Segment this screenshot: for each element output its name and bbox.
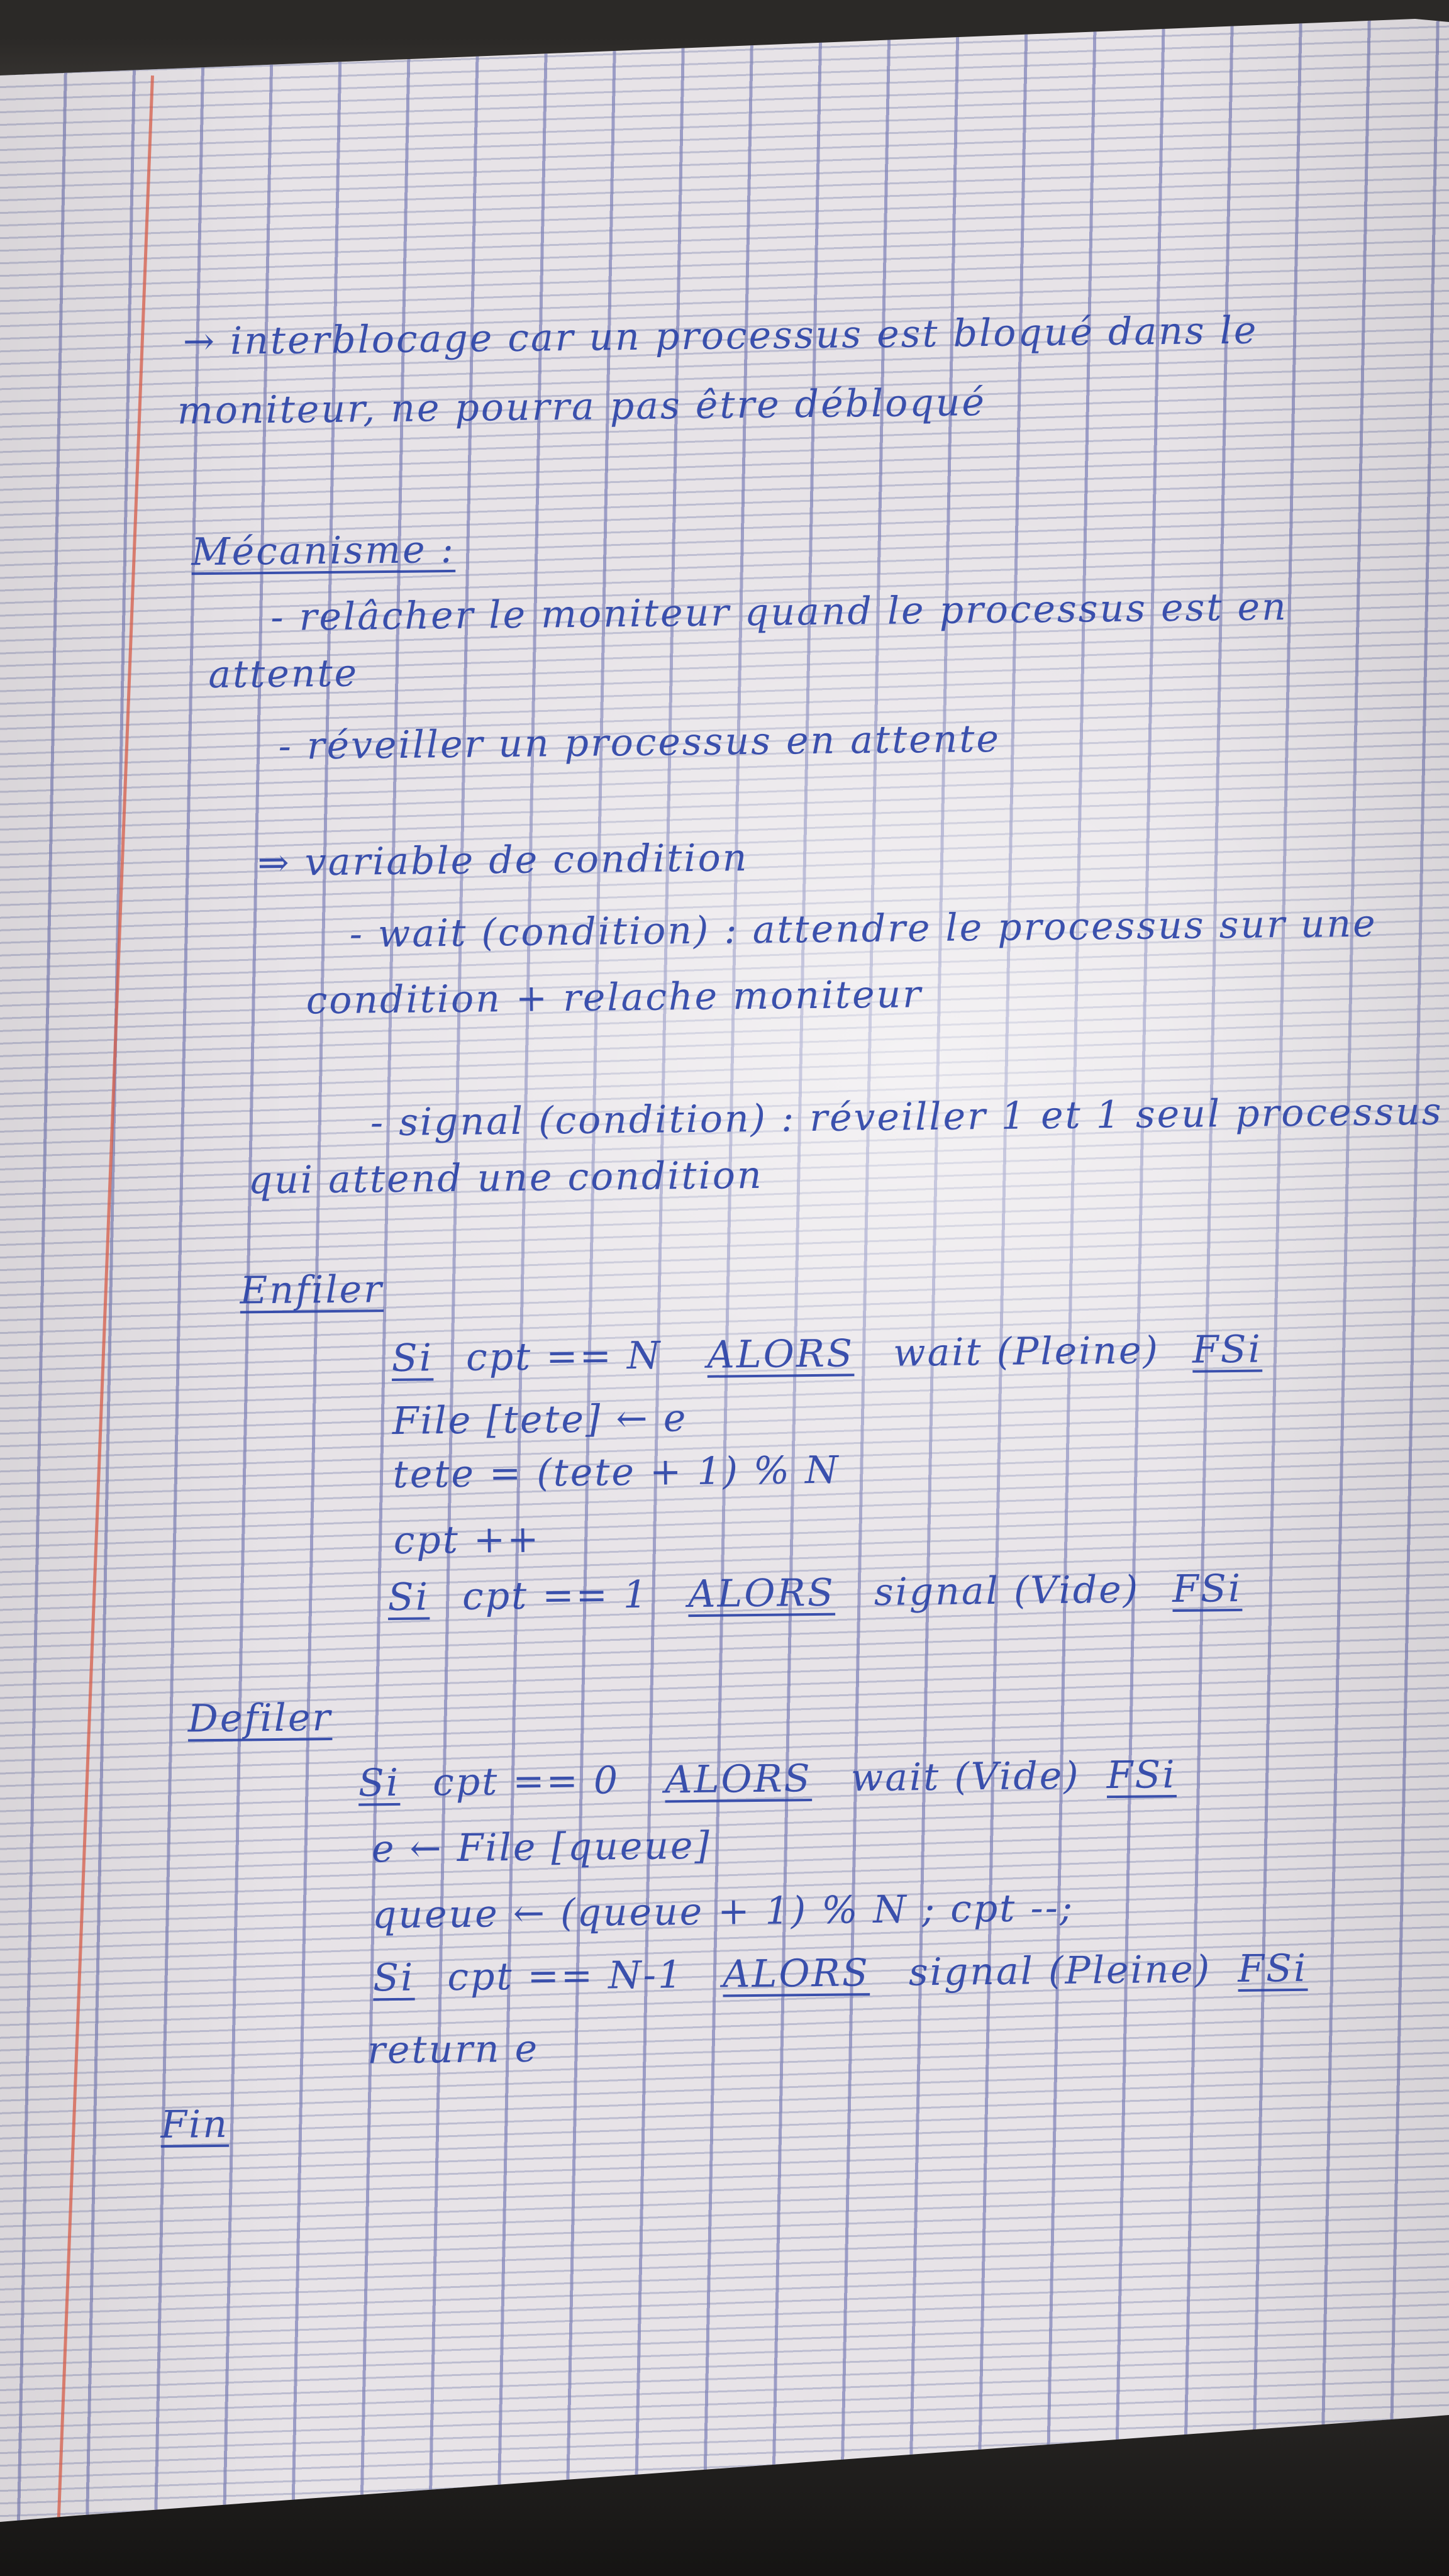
mecanisme-heading: Mécanisme : (191, 527, 456, 575)
defiler-heading: Defiler (187, 1696, 333, 1741)
intro-line-1: → interblocage car un processus est bloqué dans le (182, 308, 1258, 364)
action: signal (Vide) (874, 1567, 1140, 1614)
enfiler-cpt-line: cpt ++ (393, 1517, 541, 1563)
defiler-si-line-2 (372, 1946, 1308, 2001)
mecanisme-item-1-cont: attente (208, 651, 359, 697)
action: wait (Vide) (850, 1753, 1080, 1801)
condition: cpt == 0 (432, 1758, 620, 1805)
intro-line-2: moniteur, ne pourra pas être débloqué (177, 380, 987, 433)
condition-variable-line: ⇒ variable de condition (257, 836, 749, 886)
signal-definition-cont: qui attend une condition (248, 1153, 763, 1203)
condition: cpt == N-1 (447, 1953, 684, 2000)
fsi-keyword: FSi (1106, 1752, 1177, 1798)
defiler-return-line: return e (367, 2026, 540, 2073)
alors-keyword: ALORS (664, 1757, 813, 1802)
mecanisme-item-2: - réveiller un processus en attente (278, 716, 1001, 769)
wait-definition-cont: condition + relache moniteur (306, 972, 923, 1023)
mecanisme-item-1: - relâcher le moniteur quand le processus est en (270, 585, 1289, 640)
defiler-queue-line: queue ← (queue + 1) % N ; cpt --; (372, 1885, 1075, 1938)
si-keyword: Si (387, 1575, 430, 1620)
defiler-e-line: e ← File [queue] (371, 1823, 712, 1872)
fsi-keyword: FSi (1172, 1566, 1243, 1612)
fin-label: Fin (160, 2102, 230, 2147)
si-keyword: Si (372, 1955, 415, 2001)
condition: cpt == N (465, 1333, 662, 1380)
si-keyword: Si (358, 1760, 401, 1806)
alors-keyword: ALORS (722, 1951, 870, 1997)
condition: cpt == 1 (462, 1572, 650, 1619)
enfiler-si-line-2 (387, 1566, 1243, 1620)
enfiler-file-line: File [tete] ← e (392, 1396, 688, 1444)
enfiler-heading: Enfiler (240, 1267, 384, 1313)
wait-definition: - wait (condition) : attendre le processus sur une (349, 901, 1377, 957)
signal-definition: - signal (condition) : réveiller 1 et 1 seul processus (370, 1089, 1443, 1145)
enfiler-si-line-1 (391, 1327, 1263, 1381)
alors-keyword: ALORS (707, 1331, 855, 1377)
action: signal (Pleine) (908, 1947, 1212, 1995)
defiler-si-line-1 (358, 1752, 1177, 1806)
fsi-keyword: FSi (1192, 1327, 1263, 1372)
action: wait (Pleine) (892, 1328, 1160, 1375)
si-keyword: Si (391, 1336, 434, 1381)
fsi-keyword: FSi (1237, 1946, 1308, 1991)
enfiler-tete-line: tete = (tete + 1) % N (392, 1448, 840, 1497)
alors-keyword: ALORS (687, 1570, 836, 1617)
